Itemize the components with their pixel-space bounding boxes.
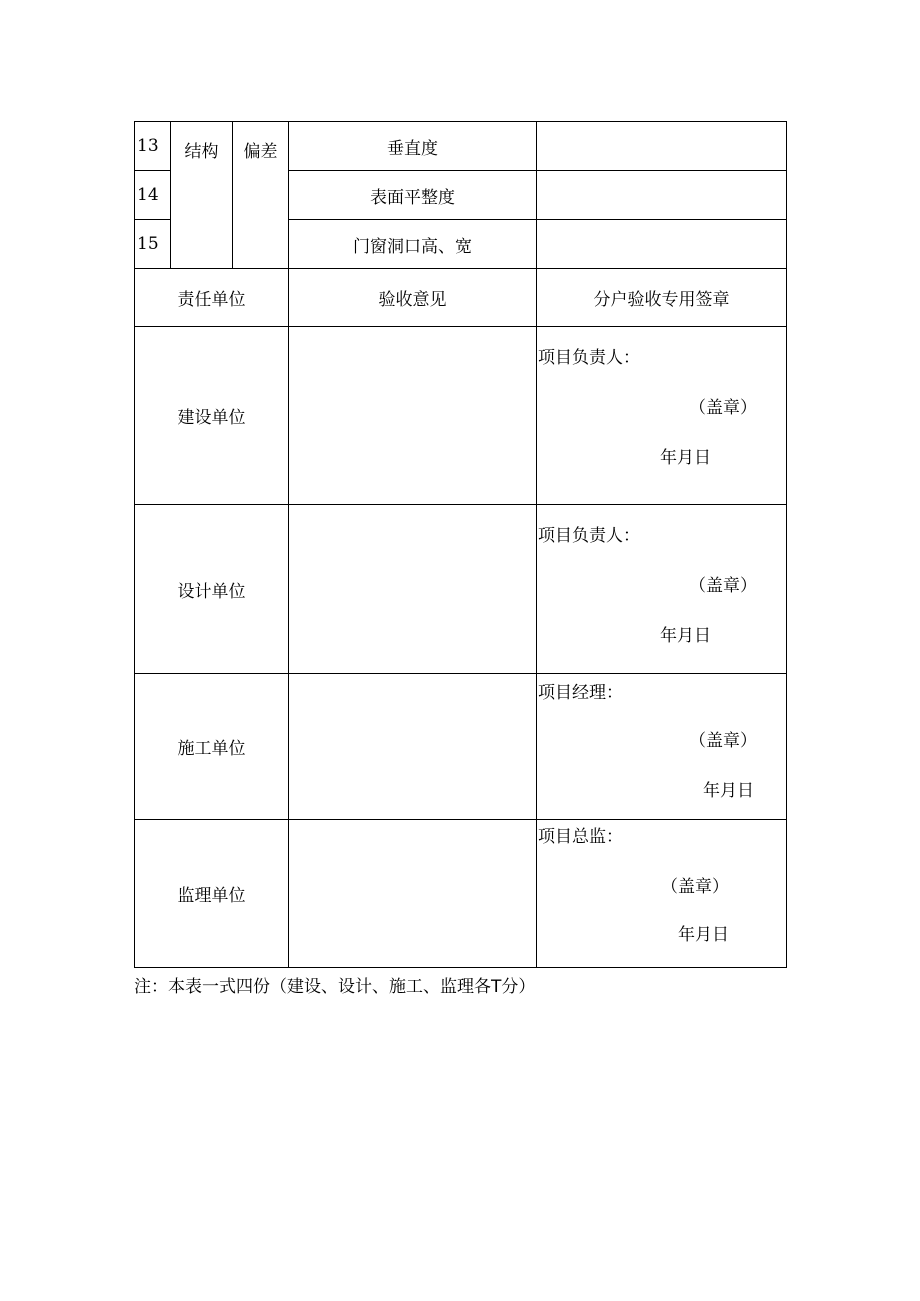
check-item: 表面平整度	[289, 171, 537, 220]
result-cell[interactable]	[537, 122, 787, 171]
opinion-cell[interactable]	[289, 505, 537, 674]
seal-label: （盖章）	[689, 576, 757, 596]
unit-name: 设计单位	[135, 505, 289, 674]
opinion-cell[interactable]	[289, 674, 537, 820]
category-label: 结构	[184, 142, 219, 162]
date-label: 年月日	[660, 626, 711, 646]
date-label: 年月日	[660, 448, 711, 468]
date-label: 年月日	[678, 925, 729, 945]
header-signature: 分户验收专用签章	[537, 269, 787, 327]
signature-cell	[537, 505, 787, 674]
category-cell	[171, 122, 233, 269]
header-row	[135, 269, 787, 327]
unit-row	[135, 327, 787, 505]
unit-row	[135, 820, 787, 968]
signer-label: 项目负责人：	[538, 348, 640, 368]
result-cell[interactable]	[537, 220, 787, 269]
signer-label: 项目经理：	[538, 683, 623, 703]
footnote: 注：本表一式四份（建设、设计、施工、监理各T分）	[134, 977, 536, 997]
acceptance-form-table	[134, 121, 787, 968]
unit-name: 建设单位	[135, 327, 289, 505]
table-row	[135, 122, 787, 171]
unit-name: 监理单位	[135, 820, 289, 968]
signature-cell	[537, 820, 787, 968]
row-number: 13	[135, 122, 171, 171]
check-item: 门窗洞口高、宽	[289, 220, 537, 269]
seal-label: （盖章）	[661, 877, 729, 897]
signature-cell	[537, 674, 787, 820]
seal-label: （盖章）	[689, 731, 757, 751]
signer-label: 项目总监：	[538, 827, 623, 847]
seal-label: （盖章）	[689, 398, 757, 418]
opinion-cell[interactable]	[289, 820, 537, 968]
opinion-cell[interactable]	[289, 327, 537, 505]
unit-name: 施工单位	[135, 674, 289, 820]
row-number: 15	[135, 220, 171, 269]
subcategory-label: 偏差	[243, 142, 278, 162]
date-label: 年月日	[703, 781, 754, 801]
header-responsible-unit: 责任单位	[135, 269, 289, 327]
check-item: 垂直度	[289, 122, 537, 171]
subcategory-cell	[233, 122, 289, 269]
header-opinion: 验收意见	[289, 269, 537, 327]
unit-row	[135, 674, 787, 820]
row-number: 14	[135, 171, 171, 220]
result-cell[interactable]	[537, 171, 787, 220]
signature-cell	[537, 327, 787, 505]
signer-label: 项目负责人：	[538, 526, 640, 546]
unit-row	[135, 505, 787, 674]
